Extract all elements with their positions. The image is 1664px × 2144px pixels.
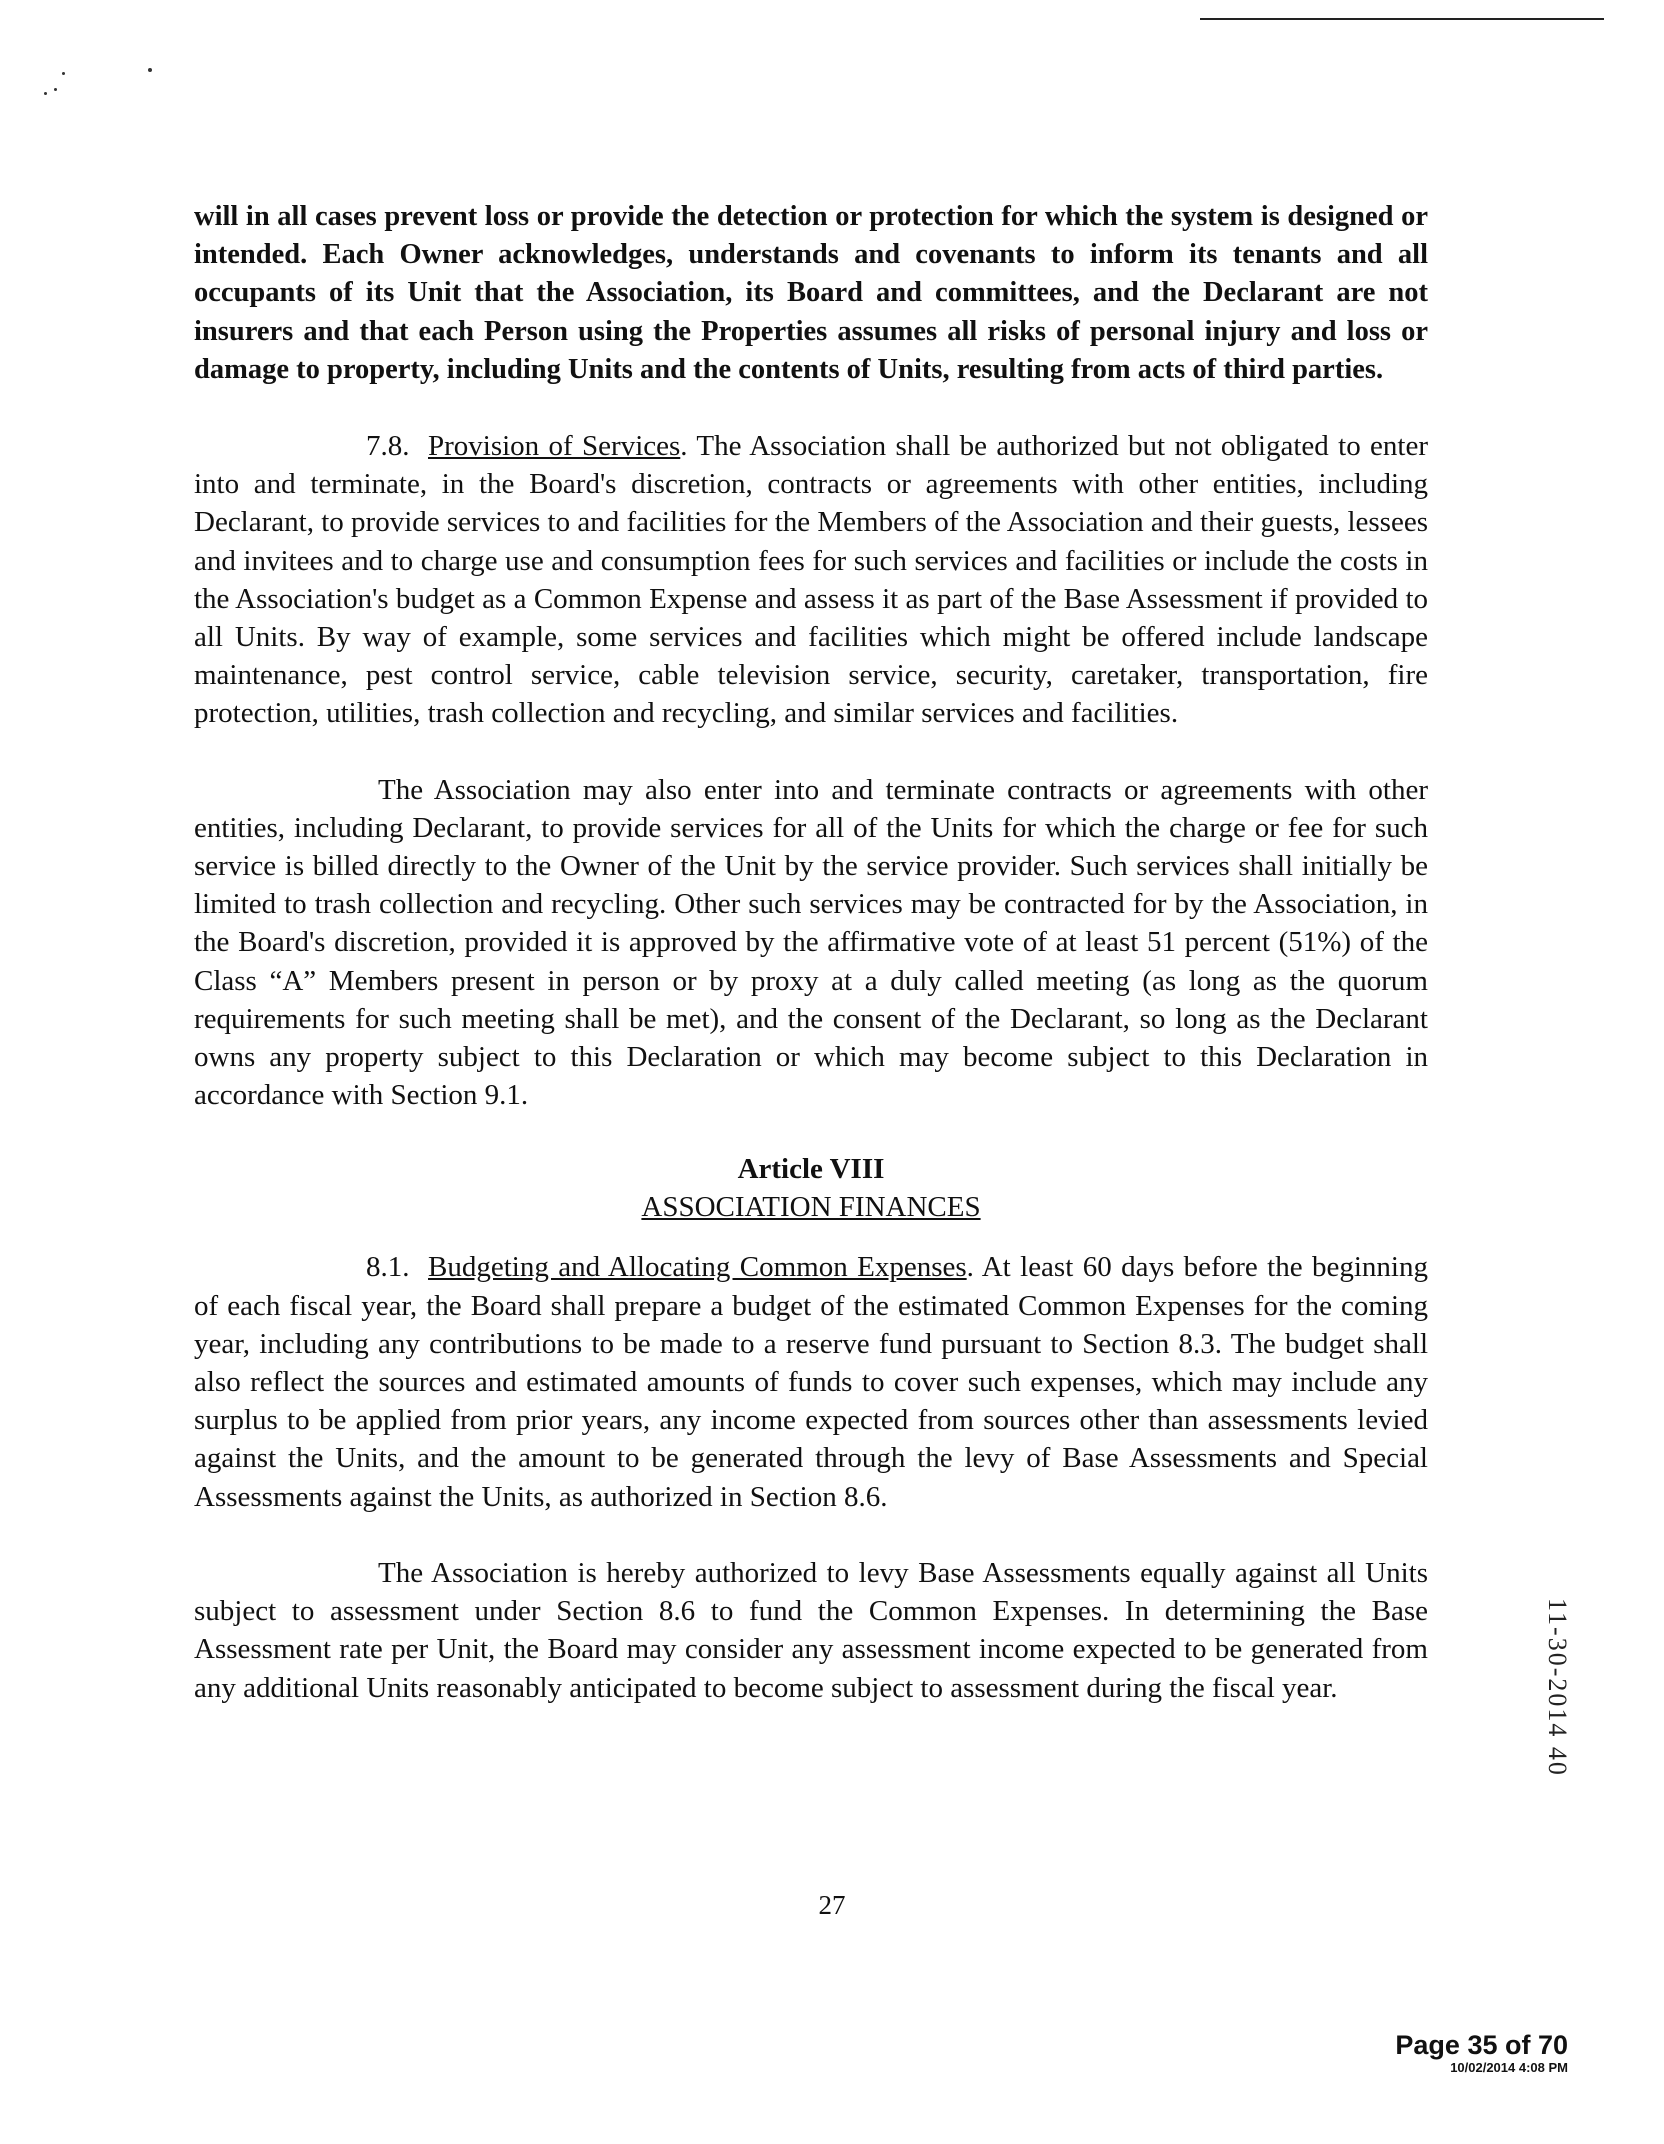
top-rule xyxy=(1200,18,1604,20)
article-title: ASSOCIATION FINANCES xyxy=(641,1191,981,1224)
section-number: 7.8. xyxy=(366,430,410,463)
bold-paragraph: will in all cases prevent loss or provide the detection or protection for which the system is designed or intended. Each Owner acknowledges, understands and covenants to inform its tenants and all occupants of its Unit that the Association, its Board and committees, and the Declarant are not insurers and that each Person using the Properties assumes all risks of personal injury and loss or damage to property, including Units and the contents of Units, resulting from acts of third parties. xyxy=(194,201,1428,385)
section-body: . The Association shall be authorized but not obligated to enter into and terminate, in the Board's discretion, contracts or agreements with other entities, including Declarant, to provide services to and facilities for the Members of the Association and their guests, lessees and invitees and to charge use and consumption fees for such services and facilities or include the costs in the Association's budget as a Common Expense and assess it as part of the Base Assessment if provided to all Units. By way of example, some services and facilities which might be offered include landscape maintenance, pest control service, cable television service, security, caretaker, transportation, fire protection, utilities, trash collection and recycling, and similar services and facilities. xyxy=(194,430,1428,730)
scan-speck xyxy=(54,88,57,91)
section-title: Provision of Services xyxy=(428,430,681,463)
page-count-label: Page 35 of 70 xyxy=(1395,2030,1568,2060)
scan-speck xyxy=(148,68,152,72)
base-assessments-paragraph: The Association is hereby authorized to levy Base Assessments equally against all Units subject to assessment under Section 8.6 to fund the Common Expenses. In determining the Base Assessment rate per Unit, the Board may consider any assessment income expected to be generated from any additional Units reasonably anticipated to become subject to assessment during the fiscal year. xyxy=(194,1556,1428,1704)
article-heading xyxy=(194,1150,1428,1226)
page-stamp xyxy=(1395,2030,1568,2075)
section-8-1-paragraph xyxy=(194,1248,1428,1515)
services-paragraph-2: The Association may also enter into and terminate contracts or agreements with other entities, including Declarant, to provide services for all of the Units for which the charge or fee for such service is billed directly to the Owner of the Unit by the service provider. Such services shall initially be limited to trash collection and recycling. Other such services may be contracted for by the Association, in the Board's discretion, provided it is approved by the affirmative vote of at least 51 percent (51%) of the Class “A” Members present in person or by proxy at a duly called meeting (as long as the quorum requirements for such meeting shall be met), and the consent of the Declarant, so long as the Declarant owns any property subject to this Declaration or which may become subject to this Declaration in accordance with Section 9.1. xyxy=(194,773,1428,1112)
scan-speck xyxy=(44,92,47,95)
side-recording-code: 11-30-2014 40 xyxy=(1543,1597,1572,1777)
page-number: 27 xyxy=(818,1890,846,1920)
document-body xyxy=(194,198,1428,1707)
article-label: Article VIII xyxy=(737,1153,885,1186)
section-number: 8.1. xyxy=(366,1251,410,1284)
timestamp: 10/02/2014 4:08 PM xyxy=(1450,2060,1568,2075)
section-7-8-paragraph xyxy=(194,427,1428,733)
scan-speck xyxy=(62,72,65,75)
section-title: Budgeting and Allocating Common Expenses xyxy=(428,1251,967,1284)
section-body: . At least 60 days before the beginning of each fiscal year, the Board shall prepare a budget of the estimated Common Expenses for the coming year, including any contributions to be made to a reserve fund pursuant to Section 8.3. The budget shall also reflect the sources and estimated amounts of funds to cover such expenses, which may include any surplus to be applied from prior years, any income expected from sources other than assessments levied against the Units, and the amount to be generated through the levy of Base Assessments and Special Assessments against the Units, as authorized in Section 8.6. xyxy=(194,1251,1428,1513)
